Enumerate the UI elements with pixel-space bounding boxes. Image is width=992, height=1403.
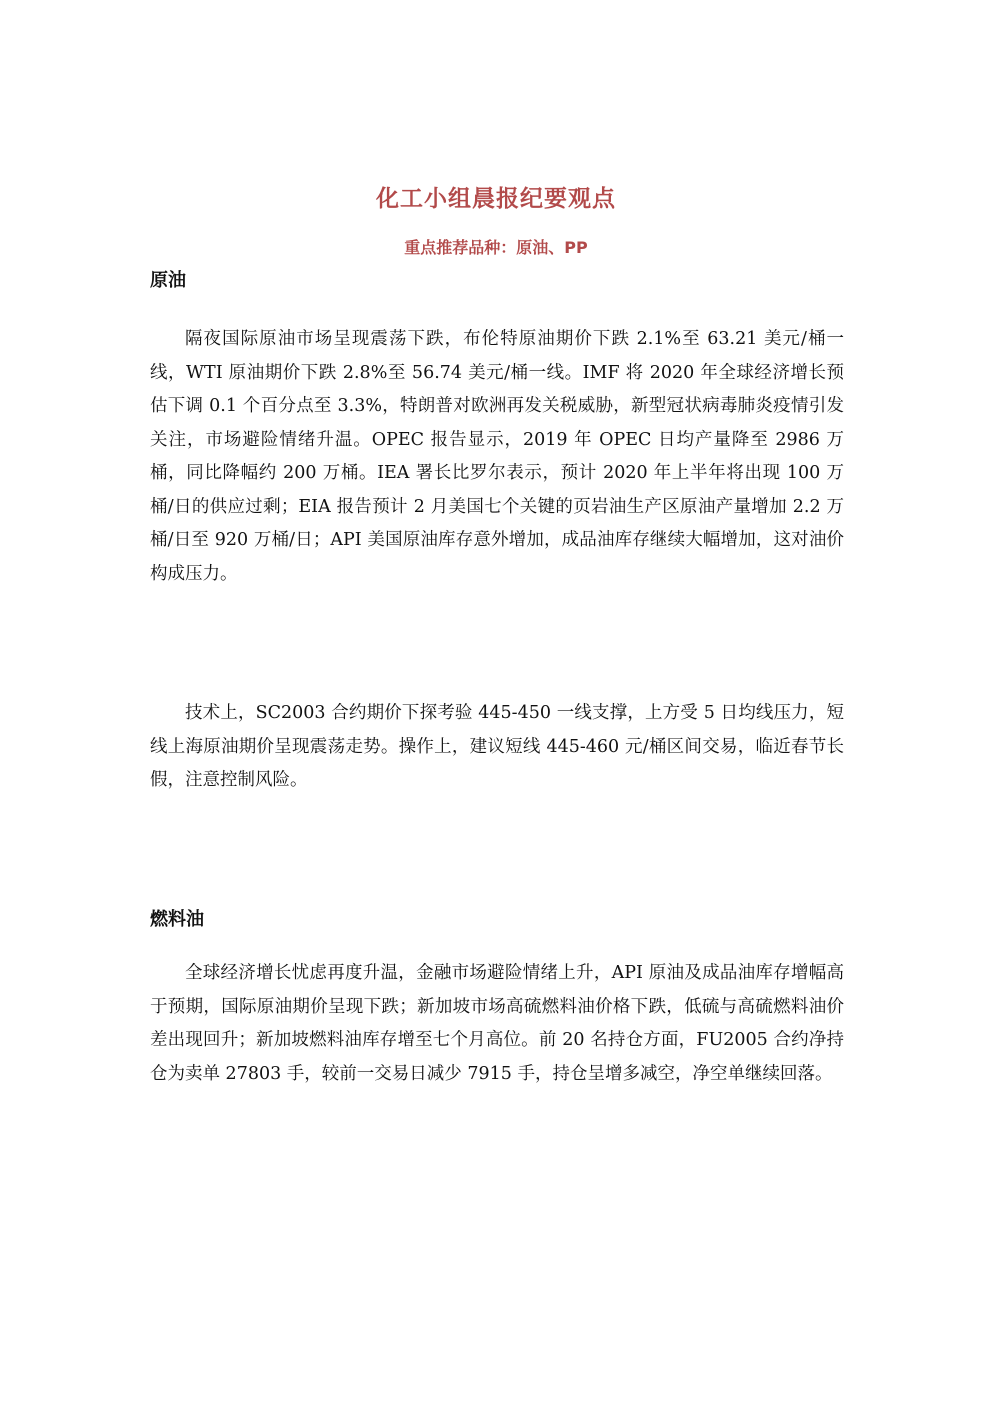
crude-oil-fundamentals-paragraph: 隔夜国际原油市场呈现震荡下跌，布伦特原油期价下跌 2.1%至 63.21 美元/桶一线，WTI 原油期价下跌 2.8%至 56.74 美元/桶一线。IMF 将 2020 年全球经济增长预估下调 0.1 个百分点至 3.3%，特朗普对欧洲再发关税威胁，新型冠状病毒肺炎疫情引发关注，市场避险情绪升温。OPEC 报告显示，2019 年 OPEC 日均产量降至 2986 万桶，同比降幅约 200 万桶。IEA 署长比罗尔表示，预计 2020 年上半年将出现 100 万桶/日的供应过剩；EIA 报告预计 2 月美国七个关键的页岩油生产区原油产量增加 2.2 万桶/日至 920 万桶/日；API 美国原油库存意外增加，成品油库存继续大幅增加，这对油价构成压力。 [150,329,844,584]
section-heading-fuel-oil: 燃料油 [150,909,204,930]
section-heading-crude-oil: 原油 [150,270,186,291]
fuel-oil-paragraph: 全球经济增长忧虑再度升温，金融市场避险情绪上升，API 原油及成品油库存增幅高于预期，国际原油期价呈现下跌；新加坡市场高硫燃料油价格下跌，低硫与高硫燃料油价差出现回升；新加坡燃料油库存增至七个月高位。前 20 名持仓方面，FU2005 合约净持仓为卖单 27803 手，较前一交易日减少 7915 手，持仓呈增多减空，净空单继续回落。 [150,963,844,1084]
recommended-varieties: 重点推荐品种：原油、PP [404,238,588,257]
document-title: 化工小组晨报纪要观点 [376,186,616,212]
crude-oil-technical-paragraph: 技术上，SC2003 合约期价下探考验 445-450 一线支撑，上方受 5 日均线压力，短线上海原油期价呈现震荡走势。操作上，建议短线 445-460 元/桶区间交易，临近春节长假，注意控制风险。 [150,703,844,790]
